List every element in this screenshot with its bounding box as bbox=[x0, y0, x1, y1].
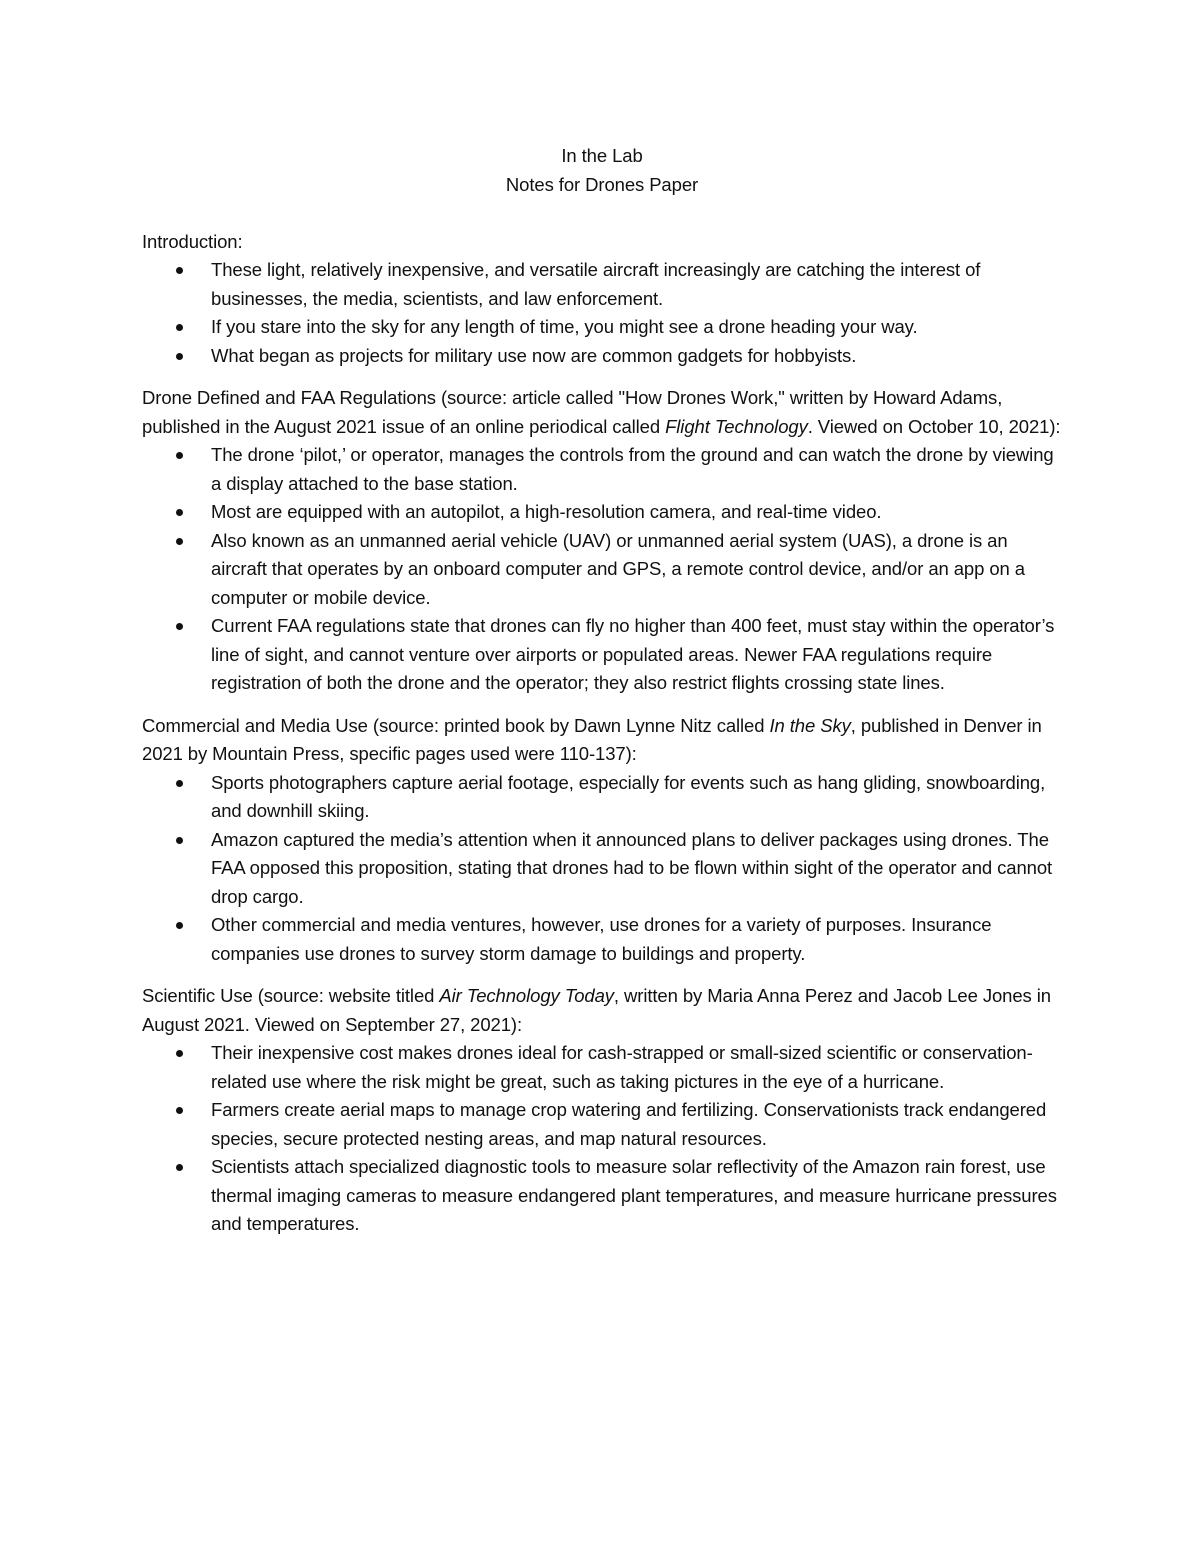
bullet-icon bbox=[176, 922, 183, 929]
heading-text: Scientific Use (source: website titled bbox=[142, 985, 440, 1006]
bullet-text: If you stare into the sky for any length of time, you might see a drone heading your way. bbox=[211, 316, 918, 337]
bullet-icon bbox=[176, 1107, 183, 1114]
bullet-text: Farmers create aerial maps to manage crop watering and fertilizing. Conservationists track endangered species, secure protected nesting areas, and map natural resources. bbox=[211, 1099, 1047, 1149]
heading-text: , written by Maria Anna Perez and Jacob Lee Jones in August 2021. Viewed on September 27, 2021): bbox=[142, 985, 1051, 1035]
bullet-text: Also known as an unmanned aerial vehicle (UAV) or unmanned aerial system (UAS), a drone is an aircraft that operates by an onboard computer and GPS, a remote control device, and/or an app on a computer or mobile device. bbox=[211, 529, 1025, 608]
list-item bbox=[142, 1096, 1062, 1153]
bullet-icon bbox=[176, 353, 183, 360]
section-heading bbox=[142, 982, 1062, 1039]
bullet-list bbox=[142, 441, 1062, 698]
bullet-icon bbox=[176, 623, 183, 630]
section-drone-defined bbox=[142, 384, 1062, 698]
heading-text: , published in Denver in 2021 by Mountain Press, specific pages used were 110-137): bbox=[142, 714, 1042, 764]
document-subtitle: Notes for Drones Paper bbox=[505, 173, 699, 195]
title-block bbox=[142, 142, 1062, 199]
section-heading: Introduction: bbox=[142, 230, 243, 252]
heading-text: Drone Defined and FAA Regulations (source: article called "How Drones Work," written by Howard Adams, published in the August 2021 issue of an online periodical called bbox=[142, 387, 1003, 437]
bullet-icon bbox=[176, 509, 183, 516]
list-item bbox=[142, 256, 1062, 313]
bullet-text: Amazon captured the media’s attention when it announced plans to deliver packages using drones. The FAA opposed this proposition, stating that drones had to be flown within sight of the operator and cannot drop cargo. bbox=[211, 828, 1053, 907]
list-item bbox=[142, 769, 1062, 826]
bullet-text: Other commercial and media ventures, however, use drones for a variety of purposes. Insurance companies use drones to survey storm damage to buildings and property. bbox=[211, 914, 992, 964]
bullet-icon bbox=[176, 452, 183, 459]
bullet-list bbox=[142, 1039, 1062, 1239]
document-title: In the Lab bbox=[561, 145, 643, 166]
list-item bbox=[142, 1153, 1062, 1239]
source-title: Flight Technology bbox=[665, 415, 808, 437]
heading-text: . Viewed on October 10, 2021): bbox=[807, 415, 1061, 437]
list-item bbox=[142, 527, 1062, 613]
source-title: In the Sky bbox=[769, 714, 851, 736]
bullet-icon bbox=[176, 837, 183, 844]
document-body bbox=[142, 142, 1062, 1253]
bullet-text: The drone ‘pilot,’ or operator, manages the controls from the ground and can watch the drone by viewing a display attached to the base station. bbox=[211, 444, 1054, 494]
bullet-icon bbox=[176, 1050, 183, 1057]
section-scientific-use bbox=[142, 982, 1062, 1239]
source-title: Air Technology Today bbox=[439, 985, 614, 1006]
bullet-text: Most are equipped with an autopilot, a high-resolution camera, and real-time video. bbox=[211, 501, 882, 522]
bullet-list bbox=[142, 769, 1062, 969]
list-item bbox=[142, 612, 1062, 698]
list-item bbox=[142, 441, 1062, 498]
section-introduction bbox=[142, 228, 1062, 371]
bullet-text: These light, relatively inexpensive, and versatile aircraft increasingly are catching the interest of businesses, the media, scientists, and law enforcement. bbox=[211, 259, 981, 309]
list-item bbox=[142, 1039, 1062, 1096]
bullet-text: Their inexpensive cost makes drones ideal for cash-strapped or small-sized scientific or conservation-related use where the risk might be great, such as taking pictures in the eye of a hurricane. bbox=[211, 1042, 1033, 1092]
list-item bbox=[142, 313, 1062, 342]
bullet-text: Sports photographers capture aerial footage, especially for events such as hang gliding, snowboarding, and downhill skiing. bbox=[211, 771, 1046, 821]
bullet-icon bbox=[176, 324, 183, 331]
list-item bbox=[142, 342, 1062, 371]
spacer bbox=[142, 199, 1062, 228]
bullet-icon bbox=[176, 267, 183, 274]
bullet-icon bbox=[176, 780, 183, 787]
section-commercial-media bbox=[142, 712, 1062, 969]
bullet-text: Scientists attach specialized diagnostic tools to measure solar reflectivity of the Amazon rain forest, use thermal imaging cameras to measure endangered plant temperatures, and measure hurricane pressures and temperatures. bbox=[211, 1156, 1057, 1234]
bullet-text: What began as projects for military use now are common gadgets for hobbyists. bbox=[211, 344, 857, 366]
list-item bbox=[142, 911, 1062, 968]
list-item bbox=[142, 826, 1062, 912]
bullet-text: Current FAA regulations state that drones can fly no higher than 400 feet, must stay within the operator’s line of sight, and cannot venture over airports or populated areas. Newer FAA regulations require registration of both the drone and the operator; they also restrict flights crossing state lines. bbox=[211, 615, 1055, 693]
section-heading bbox=[142, 712, 1062, 769]
bullet-icon bbox=[176, 1164, 183, 1171]
list-item bbox=[142, 498, 1062, 527]
bullet-list bbox=[142, 256, 1062, 370]
section-heading bbox=[142, 384, 1062, 441]
heading-text: Commercial and Media Use (source: printed book by Dawn Lynne Nitz called bbox=[142, 714, 770, 736]
bullet-icon bbox=[176, 538, 183, 545]
